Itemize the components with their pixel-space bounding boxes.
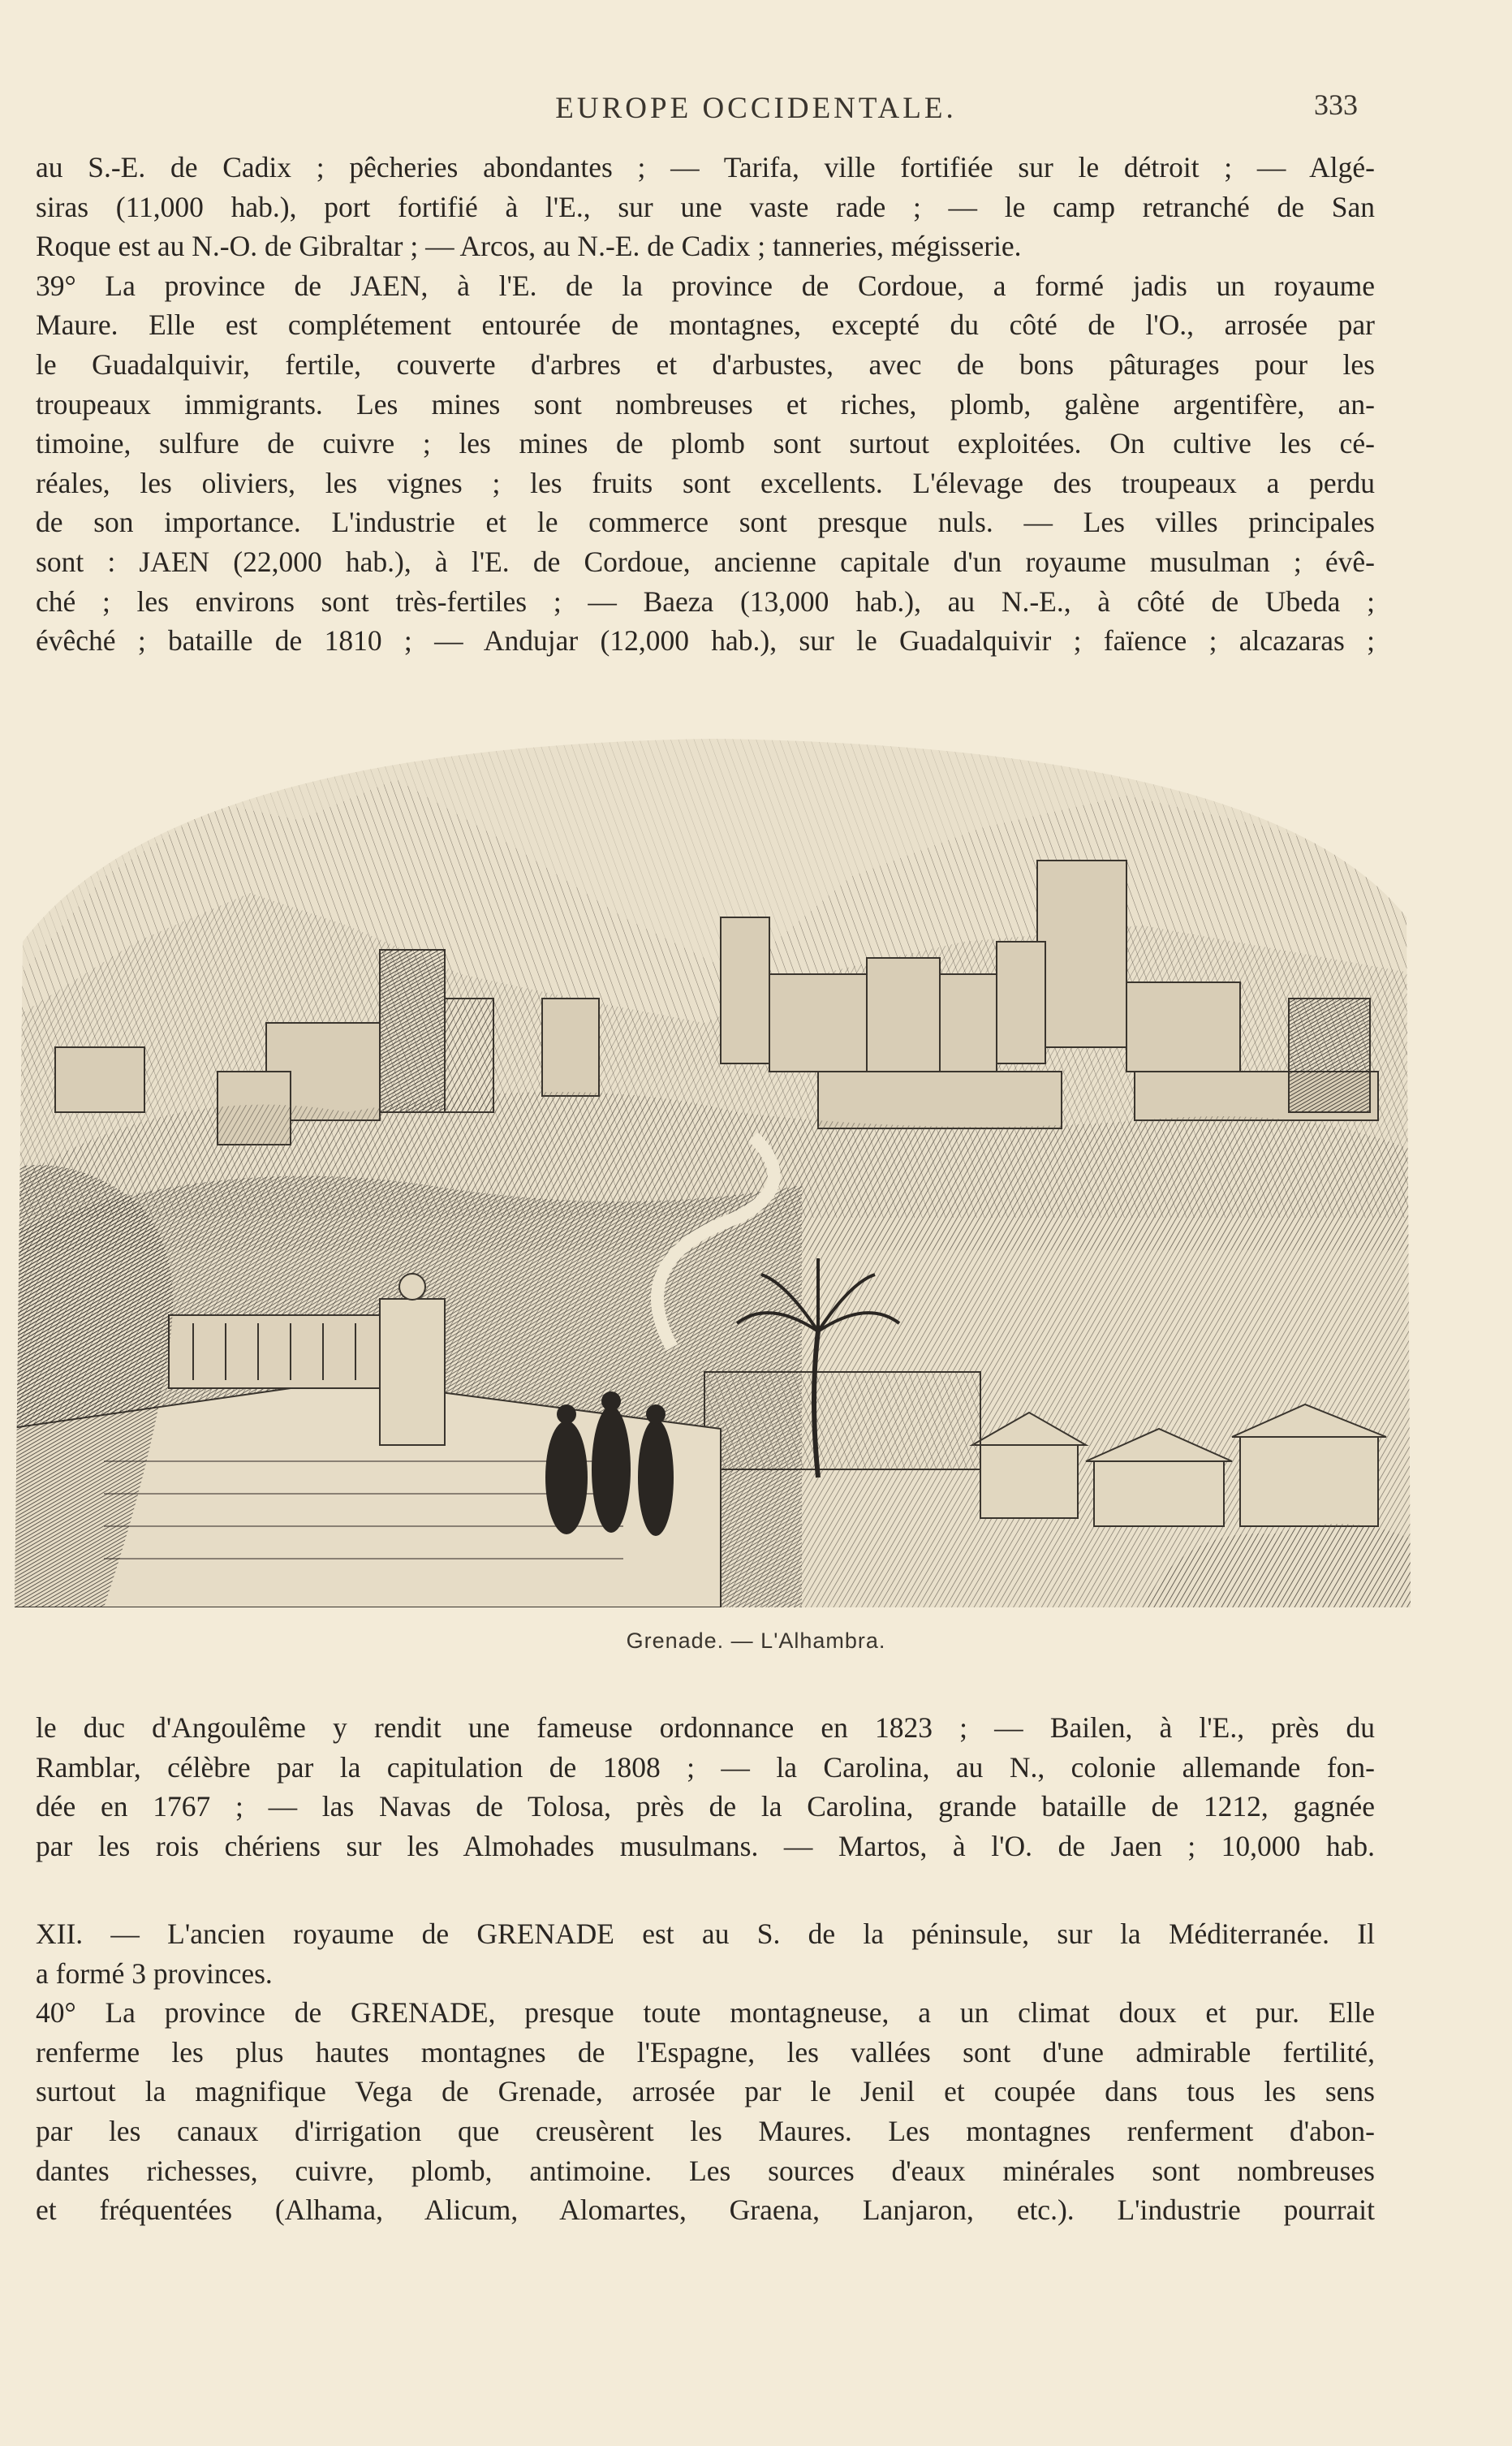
text-line: renferme les plus hautes montagnes de l'Espagne, les vallées sont d'une admirable fertilité, — [36, 2035, 1375, 2069]
alhambra-engraving — [6, 731, 1419, 1607]
text-line: par les rois chériens sur les Almohades musulmans. — Martos, à l'O. de Jaen ; 10,000 hab. — [36, 1829, 1375, 1862]
text-line: ché ; les environs sont très-fertiles ; — Baeza (13,000 hab.), au N.-E., à côté de Ubeda ; — [36, 585, 1375, 618]
bottom-paragraph — [36, 1914, 1375, 2230]
text-line: au S.-E. de Cadix ; pêcheries abondantes ; — Tarifa, ville fortifiée sur le détroit ; — Algé- — [36, 151, 1375, 183]
text-line: le Guadalquivir, fertile, couverte d'arbres et d'arbustes, avec de bons pâturages pour les — [36, 347, 1375, 381]
text-line: 39° La province de JAEN, à l'E. de la province de Cordoue, a formé jadis un royaume — [36, 269, 1375, 302]
text-line: troupeaux immigrants. Les mines sont nombreuses et riches, plomb, galène argentifère, an- — [36, 387, 1375, 421]
text-line: Ramblar, célèbre par la capitulation de 1808 ; — la Carolina, au N., colonie allemande fon- — [36, 1750, 1375, 1784]
text-line: siras (11,000 hab.), port fortifié à l'E., sur une vaste rade ; — le camp retranché de San — [36, 190, 1375, 223]
text-line: réales, les oliviers, les vignes ; les fruits sont excellents. L'élevage des troupeaux a perdu — [36, 466, 1375, 499]
text-line: 40° La province de GRENADE, presque toute montagneuse, a un climat doux et pur. Elle — [36, 1996, 1375, 2030]
text-line: a formé 3 provinces. — [36, 1956, 273, 1990]
text-line: Maure. Elle est complétement entourée de montagnes, excepté du côté de l'O., arrosée par — [36, 308, 1375, 342]
text-line: surtout la magnifique Vega de Grenade, arrosée par le Jenil et coupée dans tous les sens — [36, 2075, 1375, 2108]
figure-caption: Grenade. — L'Alhambra. — [626, 1629, 886, 1653]
text-line: et fréquentées (Alhama, Alicum, Alomartes, Graena, Lanjaron, etc.). L'industrie pourrait — [36, 2194, 1375, 2227]
top-paragraph — [36, 148, 1375, 661]
text-line: par les canaux d'irrigation que creusèrent les Maures. Les montagnes renferment d'abon- — [36, 2114, 1375, 2147]
text-line: le duc d'Angoulême y rendit une fameuse ordonnance en 1823 ; — Bailen, à l'E., près du — [36, 1711, 1375, 1744]
text-line: évêché ; bataille de 1810 ; — Andujar (12,000 hab.), sur le Guadalquivir ; faïence ; alcazaras ; — [36, 624, 1375, 658]
text-line: XII. — L'ancien royaume de GRENADE est au S. de la péninsule, sur la Méditerranée. Il — [36, 1918, 1375, 1950]
text-line: Roque est au N.-O. de Gibraltar ; — Arcos, au N.-E. de Cadix ; tanneries, mégisserie. — [36, 230, 1022, 263]
text-line: timoine, sulfure de cuivre ; les mines de plomb sont surtout exploitées. On cultive les cé- — [36, 427, 1375, 460]
text-line: de son importance. L'industrie et le commerce sont presque nuls. — Les villes principales — [36, 506, 1375, 539]
running-title: EUROPE OCCIDENTALE. — [555, 92, 957, 125]
text-line: dantes richesses, cuivre, plomb, antimoine. Les sources d'eaux minérales sont nombreuses — [36, 2154, 1375, 2187]
text-line: dée en 1767 ; — las Navas de Tolosa, près de la Carolina, grande bataille de 1212, gagnée — [36, 1790, 1375, 1823]
page-number: 333 — [1314, 88, 1358, 121]
middle-paragraph — [36, 1708, 1375, 1866]
text-line: sont : JAEN (22,000 hab.), à l'E. de Cordoue, ancienne capitale d'un royaume musulman ; évê- — [36, 545, 1375, 578]
